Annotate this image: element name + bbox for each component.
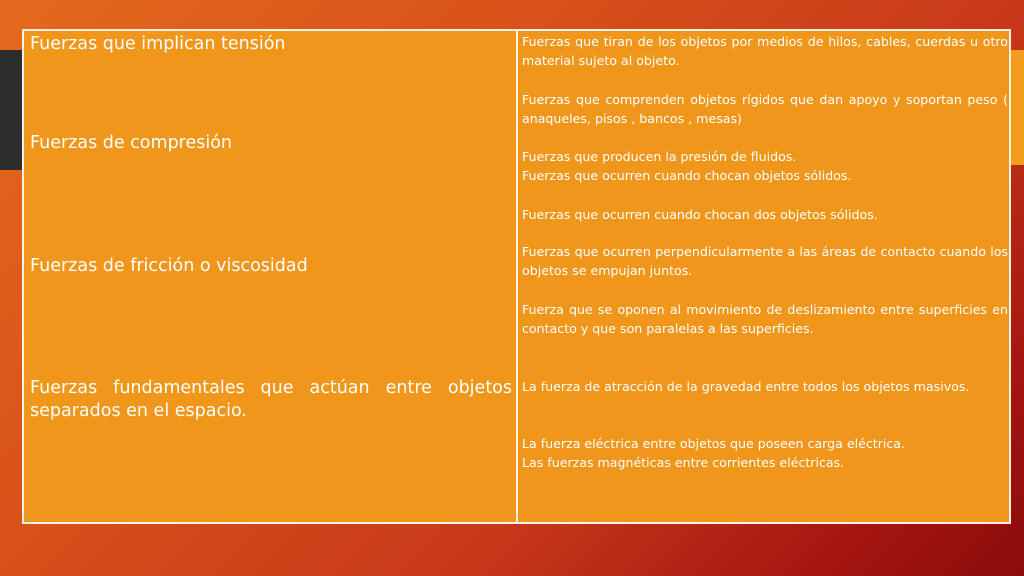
desc-friccion-3: Fuerza que se oponen al movimiento de deslizamiento entre superficies en contacto y que son paralelas a las superficies. (522, 302, 1008, 336)
desc-friccion-1: Fuerzas que ocurren cuando chocan dos objetos sólidos. (522, 207, 878, 222)
term-friccion: Fuerzas de fricción o viscosidad (30, 256, 308, 276)
desc-compresion-3: Fuerzas que ocurren cuando chocan objetos sólidos. (522, 168, 852, 183)
desc-fundamentales-2: La fuerza eléctrica entre objetos que poseen carga eléctrica. (522, 436, 906, 451)
term-compresion: Fuerzas de compresión (30, 133, 233, 153)
term-fundamentales: Fuerzas fundamentales que actúan entre objetos separados en el espacio. (30, 378, 512, 421)
desc-fundamentales-1: La fuerza de atracción de la gravedad entre todos los objetos masivos. (522, 379, 970, 394)
desc-fundamentales-3: Las fuerzas magnéticas entre corrientes eléctricas. (522, 455, 845, 470)
desc-friccion-2: Fuerzas que ocurren perpendicularmente a las áreas de contacto cuando los objetos se empujan juntos. (522, 244, 1008, 278)
term-tension: Fuerzas que implican tensión (30, 34, 286, 54)
left-accent-bar (0, 50, 22, 170)
column-divider (516, 31, 518, 522)
forces-table (22, 29, 1011, 524)
right-accent-bar (1010, 50, 1024, 165)
desc-compresion-2: Fuerzas que producen la presión de fluidos. (522, 149, 797, 164)
desc-tension-1: Fuerzas que tiran de los objetos por medios de hilos, cables, cuerdas u otro material sujeto al objeto. (522, 34, 1008, 68)
desc-compresion-1: Fuerzas que comprenden objetos rígidos que dan apoyo y soportan peso ( anaqueles, pisos , bancos , mesas) (522, 92, 1008, 126)
